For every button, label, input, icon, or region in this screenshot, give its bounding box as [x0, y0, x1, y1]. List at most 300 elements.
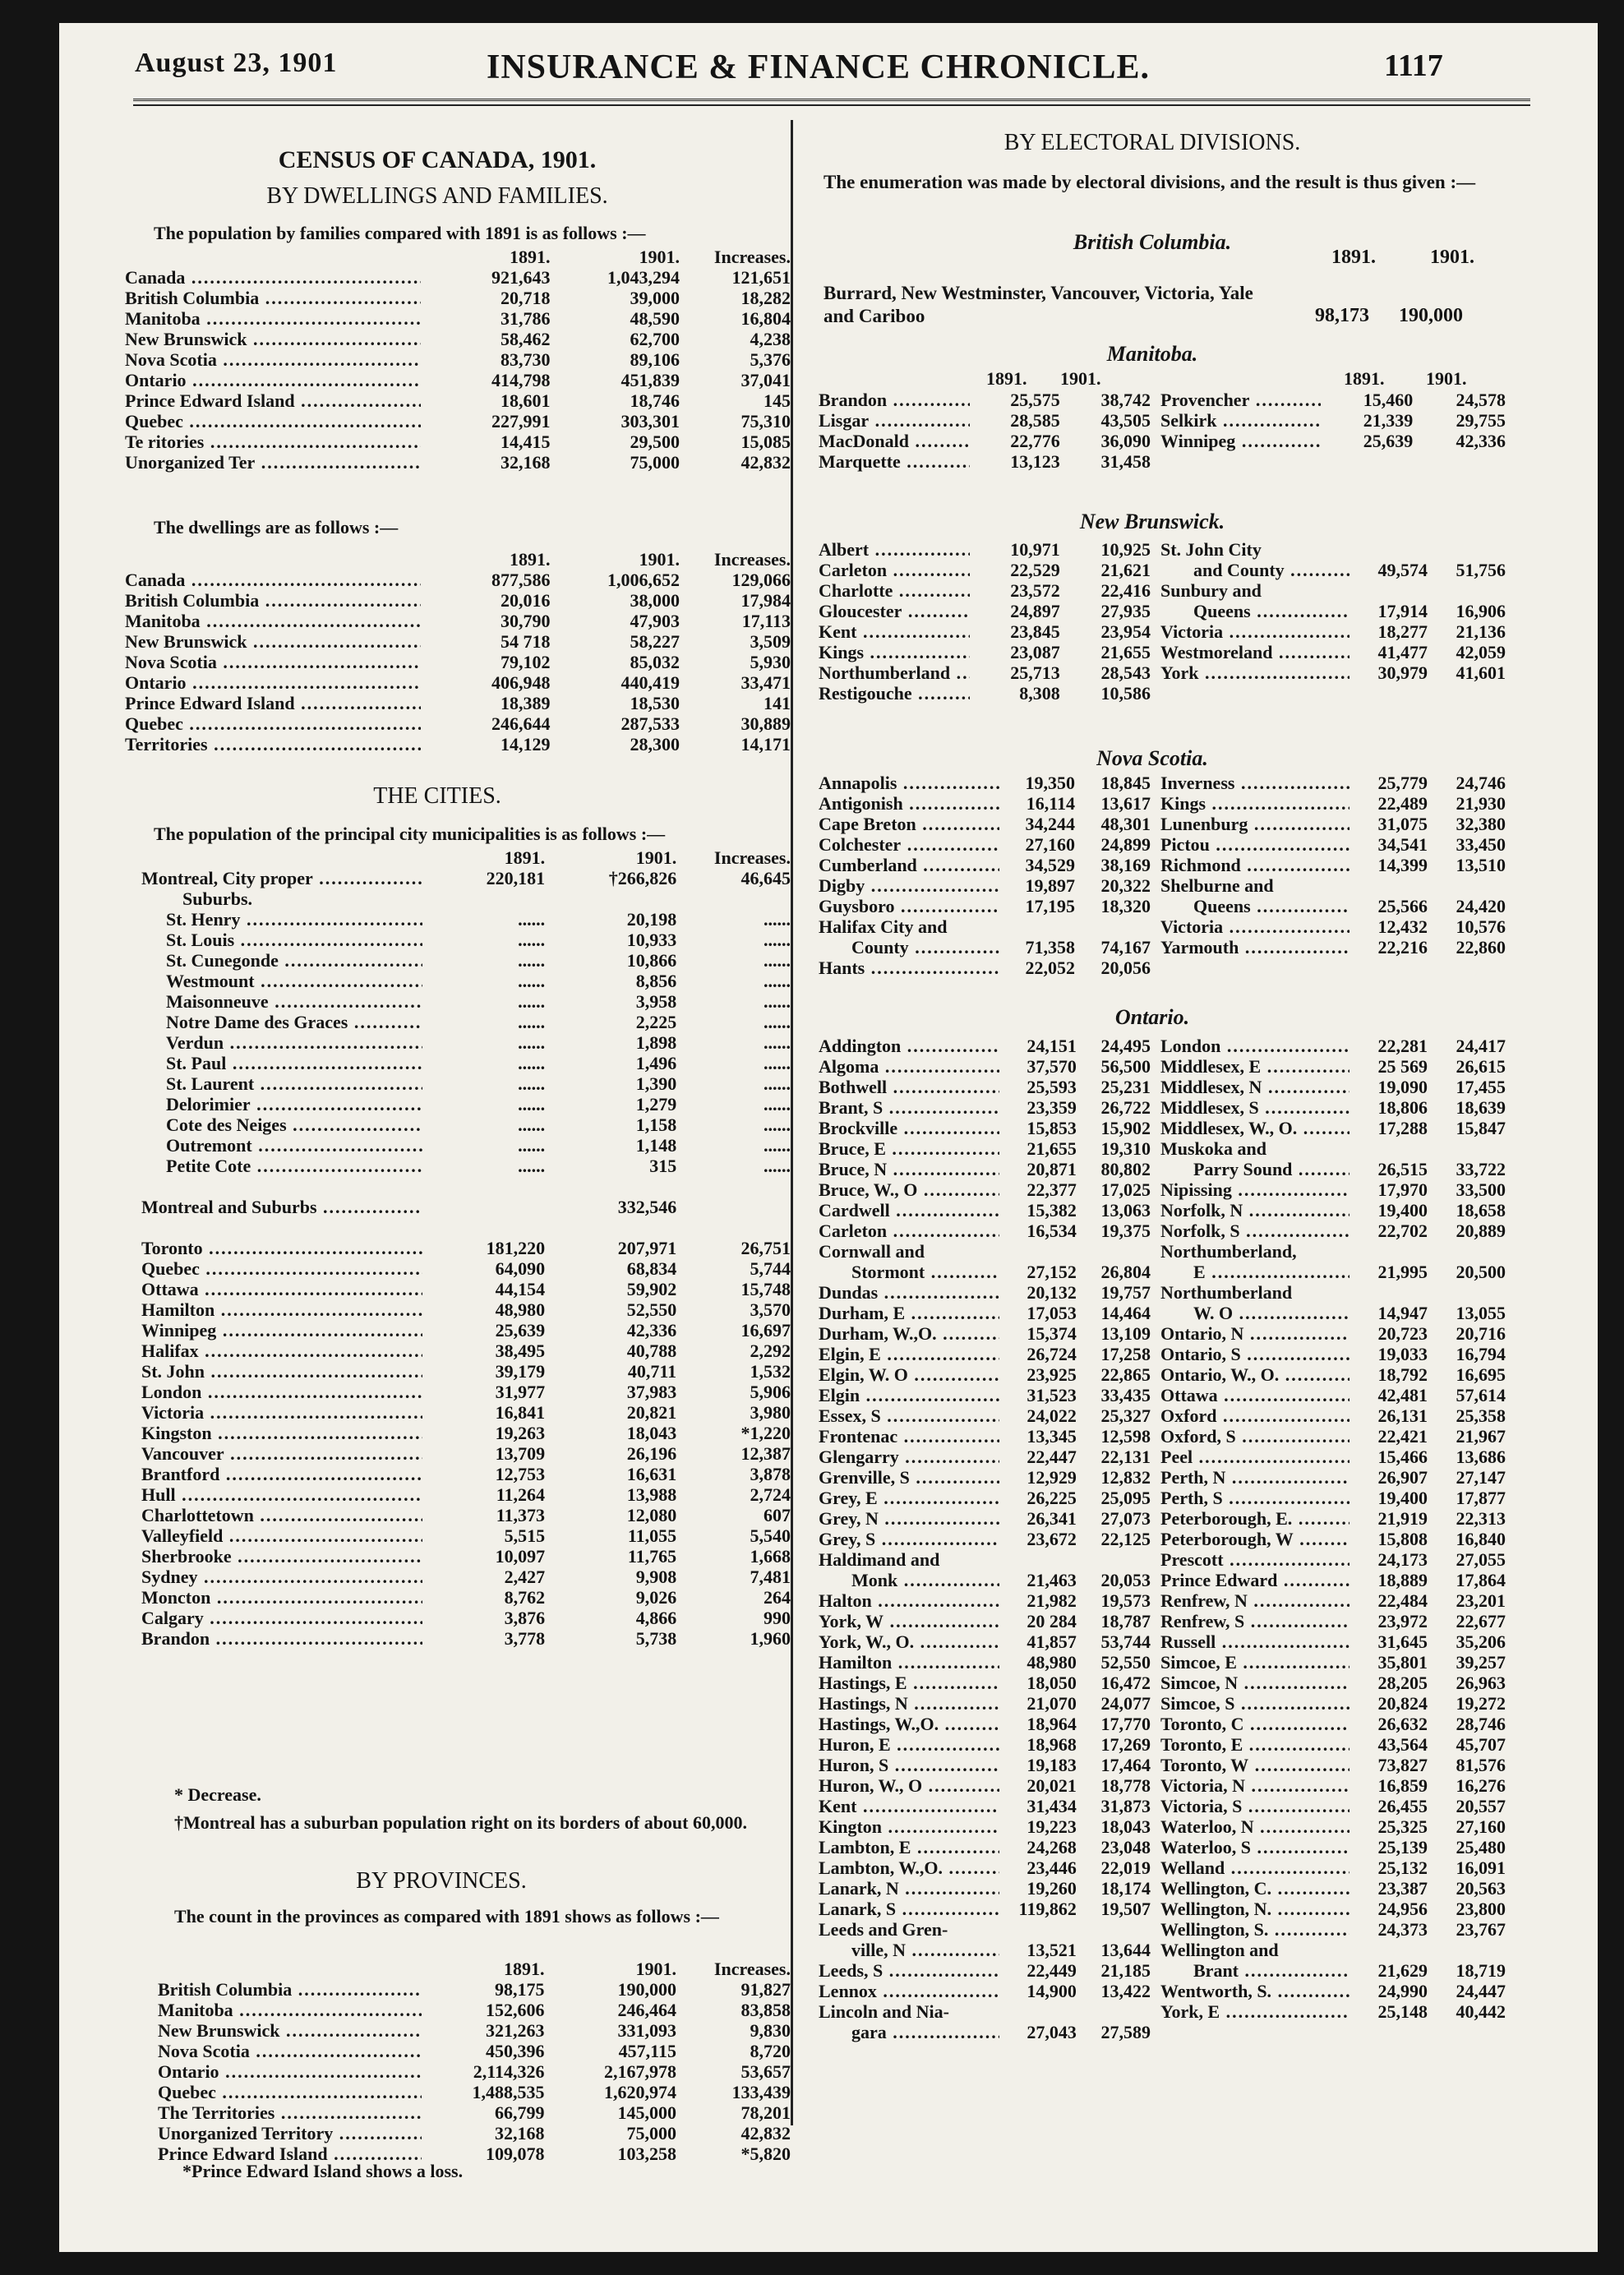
- table-row: [1160, 1447, 1506, 1467]
- row-value: 15,847: [1456, 1118, 1506, 1138]
- table-row: [819, 1652, 1151, 1673]
- row-value: 18,043: [1100, 1816, 1151, 1837]
- row-value: 10,586: [1100, 683, 1151, 704]
- header-rule: [133, 99, 1530, 106]
- row-label: Northumberland: [1160, 1282, 1293, 1303]
- row-label: Westmoreland .....: [1160, 642, 1349, 662]
- row-value: 27,160: [1456, 1816, 1506, 1837]
- row-value: [1075, 916, 1151, 937]
- row-value: ......: [518, 909, 546, 930]
- column-header: 1891.: [504, 1959, 545, 1979]
- row-value: 39,000: [630, 288, 680, 308]
- row-value: 103,258: [617, 2143, 676, 2164]
- row-value: 8,762: [504, 1587, 546, 1608]
- row-value: 34,529: [1025, 855, 1075, 875]
- table-row: [141, 1505, 791, 1525]
- row-value: 26,907: [1377, 1467, 1428, 1488]
- table-row: [819, 2022, 1151, 2042]
- row-value: 1,279: [635, 1094, 677, 1114]
- row-value: 12,387: [740, 1443, 791, 1464]
- table-row: [819, 642, 1151, 662]
- row-value: 26,963: [1456, 1673, 1506, 1693]
- row-label: Dundas .....: [819, 1282, 999, 1303]
- table-row: [819, 1118, 1151, 1138]
- table-row: [819, 1611, 1151, 1631]
- row-value: 38,495: [495, 1341, 546, 1361]
- table-row: [1160, 1611, 1506, 1631]
- row-value: 8,308: [1019, 683, 1060, 704]
- row-value: 20,718: [501, 288, 551, 308]
- row-label: Elgin, W. O .....: [819, 1364, 999, 1385]
- row-value: 17,970: [1377, 1179, 1428, 1200]
- table-row: [1160, 773, 1506, 793]
- row-value: 41,601: [1456, 662, 1506, 683]
- row-value: 3,570: [750, 1299, 791, 1320]
- table-row: [819, 773, 1151, 793]
- row-value: 26,455: [1377, 1796, 1428, 1816]
- row-value: 37,570: [1027, 1056, 1077, 1077]
- row-value: 877,586: [491, 570, 551, 590]
- row-value: 20,889: [1456, 1221, 1506, 1241]
- row-value: 17,258: [1100, 1344, 1151, 1364]
- row-value: 22,865: [1100, 1364, 1151, 1385]
- row-label: Brantford .....: [141, 1464, 422, 1484]
- row-value: 246,644: [491, 713, 551, 734]
- row-value: 53,657: [740, 2061, 791, 2082]
- row-value: ......: [764, 1012, 791, 1032]
- table-row: [819, 1241, 1151, 1262]
- table-row: [141, 1423, 791, 1443]
- row-value: 264: [764, 1587, 791, 1608]
- table-row: [819, 814, 1151, 834]
- row-value: 2,724: [750, 1484, 791, 1505]
- column-header: 1901.: [639, 247, 680, 267]
- row-value: 13,055: [1456, 1303, 1506, 1323]
- row-value: 22,702: [1377, 1221, 1428, 1241]
- table-row: [141, 1361, 791, 1382]
- row-label: Provencher .....: [1160, 390, 1321, 410]
- row-value: 12,080: [626, 1505, 677, 1525]
- row-value: 17,113: [741, 611, 791, 631]
- row-label: Hastings, N .....: [819, 1693, 999, 1714]
- row-label: Leeds and Gren-: [819, 1919, 948, 1940]
- row-label: Essex, S .....: [819, 1405, 999, 1426]
- row-value: 58,462: [501, 329, 551, 349]
- row-value: 27,589: [1100, 2022, 1151, 2042]
- table-row: [141, 1156, 791, 1176]
- column-divider: [791, 120, 793, 2125]
- table-row: [125, 734, 791, 754]
- row-value: 15,748: [740, 1279, 791, 1299]
- row-value: [1349, 1940, 1428, 1960]
- row-value: [1077, 1919, 1151, 1940]
- row-value: 30,889: [740, 713, 791, 734]
- row-value: 23,954: [1100, 621, 1151, 642]
- row-value: 27,147: [1456, 1467, 1506, 1488]
- row-label: St. Henry .....: [141, 909, 422, 930]
- row-value: 18,601: [501, 390, 551, 411]
- suburbs-label-row: [141, 888, 791, 909]
- table-row: [141, 1012, 791, 1032]
- row-label: Nova Scotia .....: [158, 2041, 422, 2061]
- row-value: 332,546: [617, 1197, 677, 1217]
- table-row: [1160, 1241, 1506, 1262]
- row-value: 14,415: [501, 431, 551, 452]
- table-row: [819, 1734, 1151, 1755]
- table-row: [141, 1546, 791, 1567]
- table-row: [1160, 1631, 1506, 1652]
- row-label: Quebec .....: [125, 411, 421, 431]
- row-value: 24,578: [1456, 390, 1506, 410]
- row-label: Selkirk .....: [1160, 410, 1321, 431]
- table-row: [819, 1837, 1151, 1857]
- row-label: New Brunswick .....: [125, 329, 421, 349]
- row-value: 22,529: [1010, 560, 1060, 580]
- row-value: 12,432: [1377, 916, 1428, 937]
- row-value: 14,171: [740, 734, 791, 754]
- row-value: ......: [764, 1032, 791, 1053]
- row-label: Sunbury and: [1160, 580, 1262, 601]
- table-row: [819, 1549, 1151, 1570]
- row-value: 8,720: [750, 2041, 791, 2061]
- row-label: Brant .....: [1160, 1960, 1349, 1981]
- row-label: Ontario, N .....: [1160, 1323, 1349, 1344]
- row-value: 18,778: [1100, 1775, 1151, 1796]
- row-value: 25,566: [1377, 896, 1428, 916]
- row-label: St. John City: [1160, 539, 1262, 560]
- row-value: 24,495: [1100, 1036, 1151, 1056]
- table-row: [1160, 793, 1506, 814]
- row-value: 22,131: [1100, 1447, 1151, 1467]
- table-row: [141, 1628, 791, 1649]
- row-label: Inverness .....: [1160, 773, 1349, 793]
- table-row: [125, 390, 791, 411]
- row-value: [1428, 1940, 1506, 1960]
- row-label: Norfolk, S .....: [1160, 1221, 1349, 1241]
- row-value: 451,839: [621, 370, 680, 390]
- montreal-note: †Montreal has a suburban population right on its borders of about 60,000.: [174, 1812, 747, 1833]
- table-row: [125, 431, 791, 452]
- table-row: [1160, 1097, 1506, 1118]
- row-value: 75,310: [740, 411, 791, 431]
- row-value: 35,801: [1377, 1652, 1428, 1673]
- ontario-heading: Ontario.: [1114, 1005, 1190, 1029]
- table-row: [125, 652, 791, 672]
- row-value: 23,359: [1027, 1097, 1077, 1118]
- table-row: [141, 991, 791, 1012]
- row-value: 16,534: [1027, 1221, 1077, 1241]
- row-label: Valleyfield .....: [141, 1525, 422, 1546]
- row-label: Renfrew, S .....: [1160, 1611, 1349, 1631]
- row-value: ......: [518, 1094, 546, 1114]
- mb-h1: 1891.: [986, 368, 1027, 389]
- spacer: [141, 1176, 422, 1197]
- table-row: [125, 329, 791, 349]
- table-row: [1160, 1919, 1506, 1940]
- row-value: 24,173: [1377, 1549, 1428, 1570]
- row-value: [422, 1197, 545, 1217]
- row-label: Halifax .....: [141, 1341, 422, 1361]
- table-row: [819, 683, 1151, 704]
- row-value: 22,019: [1100, 1857, 1151, 1878]
- row-label: Guysboro .....: [819, 896, 999, 916]
- row-value: 23,087: [1010, 642, 1060, 662]
- row-value: 25,231: [1100, 1077, 1151, 1097]
- row-label: Brant, S .....: [819, 1097, 999, 1118]
- row-value: 19,757: [1100, 1282, 1151, 1303]
- bc-header-1901: 1901.: [1430, 247, 1474, 268]
- row-value: 921,643: [491, 267, 551, 288]
- table-row: [819, 390, 1151, 410]
- row-label: Lambton, E .....: [819, 1837, 999, 1857]
- row-value: 10,971: [1010, 539, 1060, 560]
- row-value: 141: [764, 693, 791, 713]
- row-label: Carleton .....: [819, 560, 970, 580]
- table-row: [819, 1467, 1151, 1488]
- row-value: 1,488,535: [472, 2082, 545, 2102]
- row-value: 23,048: [1100, 1837, 1151, 1857]
- table-row: [819, 916, 1151, 937]
- provinces-title: BY PROVINCES.: [356, 1868, 527, 1894]
- row-label: Huron, E .....: [819, 1734, 999, 1755]
- row-label: Toronto, C .....: [1160, 1714, 1349, 1734]
- row-value: 1,043,294: [607, 267, 680, 288]
- bc-value-1891: 98,173: [1315, 305, 1369, 326]
- row-value: 109,078: [486, 2143, 545, 2164]
- row-value: 23,800: [1456, 1899, 1506, 1919]
- row-value: 25,480: [1456, 1837, 1506, 1857]
- row-label: Prince Edward Island .....: [125, 693, 421, 713]
- row-label: Prescott .....: [1160, 1549, 1349, 1570]
- table-row: [819, 1303, 1151, 1323]
- row-value: 25,713: [1010, 662, 1060, 683]
- row-value: 23,672: [1027, 1529, 1077, 1549]
- row-value: 9,830: [750, 2020, 791, 2041]
- row-value: 22,677: [1456, 1611, 1506, 1631]
- row-label: Cardwell .....: [819, 1200, 999, 1221]
- table-row: [819, 834, 1151, 855]
- row-label: Victoria .....: [1160, 916, 1349, 937]
- row-value: 9,908: [635, 1567, 677, 1587]
- row-value: 54 718: [501, 631, 551, 652]
- row-value: 18,889: [1377, 1570, 1428, 1590]
- row-label: The Territories .....: [158, 2102, 422, 2123]
- row-value: 17,195: [1025, 896, 1075, 916]
- provinces-intro: The count in the provinces as compared with 1891 shows as follows :—: [174, 1906, 719, 1927]
- row-value: ......: [518, 1073, 546, 1094]
- row-label: Notre Dame des Graces .....: [141, 1012, 422, 1032]
- table-row: [141, 1279, 791, 1299]
- row-value: 13,510: [1456, 855, 1506, 875]
- row-value: [999, 1241, 1077, 1262]
- row-value: 29,755: [1456, 410, 1506, 431]
- row-value: 18,845: [1100, 773, 1151, 793]
- row-value: 2,225: [635, 1012, 677, 1032]
- page-number: 1117: [1384, 48, 1443, 83]
- row-label: Wellington, C. .....: [1160, 1878, 1349, 1899]
- row-value: 16,472: [1100, 1673, 1151, 1693]
- electoral-intro: The enumeration was made by electoral divisions, and the result is thus given :—: [824, 172, 1476, 192]
- row-value: 80,802: [1100, 1159, 1151, 1179]
- suburbs-label: Suburbs.: [182, 888, 253, 909]
- table-row: [819, 621, 1151, 642]
- table-row: [819, 1590, 1151, 1611]
- row-label: St. Paul .....: [141, 1053, 422, 1073]
- table-row: [141, 1258, 791, 1279]
- bc-heading: British Columbia.: [1073, 230, 1232, 254]
- row-label: Ontario .....: [158, 2061, 422, 2082]
- table-row: [1160, 1549, 1506, 1570]
- row-value: 1,620,974: [603, 2082, 676, 2102]
- table-row: [158, 2020, 791, 2041]
- row-label: Quebec .....: [141, 1258, 422, 1279]
- row-value: 406,948: [491, 672, 551, 693]
- table-row: [819, 1981, 1151, 2001]
- table-row: [819, 855, 1151, 875]
- column-header: 1901.: [639, 549, 680, 570]
- table-row: [819, 1631, 1151, 1652]
- header-title: INSURANCE & FINANCE CHRONICLE.: [487, 48, 1151, 86]
- row-label: Monk .....: [819, 1570, 999, 1590]
- row-label: Sydney .....: [141, 1567, 422, 1587]
- row-value: [1428, 1241, 1506, 1262]
- row-label: Simcoe, E .....: [1160, 1652, 1349, 1673]
- row-value: [676, 1197, 791, 1217]
- row-value: 16,697: [740, 1320, 791, 1341]
- decrease-note: * Decrease.: [174, 1784, 261, 1805]
- row-value: 31,873: [1100, 1796, 1151, 1816]
- row-value: [1077, 1241, 1151, 1262]
- row-label: Wellington, N. .....: [1160, 1899, 1349, 1919]
- row-label: Ottawa .....: [1160, 1385, 1349, 1405]
- row-value: 227,991: [491, 411, 551, 431]
- table-row: [1160, 1837, 1506, 1857]
- column-header: 1891.: [510, 549, 551, 570]
- row-label: Bothwell .....: [819, 1077, 999, 1097]
- row-value: 25,095: [1100, 1488, 1151, 1508]
- row-value: 37,041: [740, 370, 791, 390]
- row-value: [1428, 580, 1506, 601]
- row-value: 1,898: [635, 1032, 677, 1053]
- table-row: [819, 1138, 1151, 1159]
- table-row: [141, 1525, 791, 1546]
- row-label: Shelburne and: [1160, 875, 1274, 896]
- row-value: 3,980: [750, 1402, 791, 1423]
- row-value: 16,859: [1377, 1775, 1428, 1796]
- row-label: Restigouche .....: [819, 683, 970, 704]
- row-value: 321,263: [486, 2020, 545, 2041]
- row-value: 21,995: [1377, 1262, 1428, 1282]
- header-date: August 23, 1901: [135, 48, 338, 78]
- row-value: ......: [764, 909, 791, 930]
- table-header-row: [125, 549, 791, 570]
- row-value: 25,593: [1027, 1077, 1077, 1097]
- row-label: Ontario, W., O. .....: [1160, 1364, 1349, 1385]
- table-row: [125, 370, 791, 390]
- row-label: Prince Edward Island .....: [158, 2143, 422, 2164]
- row-value: 18,658: [1456, 1200, 1506, 1221]
- row-label: ville, N .....: [819, 1940, 999, 1960]
- row-value: ......: [518, 930, 546, 950]
- row-value: 89,106: [630, 349, 680, 370]
- row-label: Halton .....: [819, 1590, 999, 1611]
- row-value: 13,617: [1100, 793, 1151, 814]
- row-value: 25,139: [1377, 1837, 1428, 1857]
- column-header: 1891.: [504, 847, 546, 868]
- row-value: 22,449: [1027, 1960, 1077, 1981]
- row-value: 28,585: [1010, 410, 1060, 431]
- row-value: 33,435: [1100, 1385, 1151, 1405]
- provinces-table: [158, 1959, 791, 2164]
- table-row: [819, 1816, 1151, 1837]
- row-value: 26,632: [1377, 1714, 1428, 1734]
- row-value: 18,277: [1377, 621, 1428, 642]
- table-row: [819, 1179, 1151, 1200]
- row-label: Lanark, N .....: [819, 1878, 999, 1899]
- ontario-table-right: [1160, 1036, 1506, 2022]
- row-label: Montreal and Suburbs .....: [141, 1197, 422, 1217]
- row-value: 19,400: [1377, 1488, 1428, 1508]
- row-value: 31,645: [1377, 1631, 1428, 1652]
- table-row: [1160, 1673, 1506, 1693]
- table-row: [1160, 1323, 1506, 1344]
- row-label: Charlotte .....: [819, 580, 970, 601]
- row-value: 20,557: [1456, 1796, 1506, 1816]
- row-label: Verdun .....: [141, 1032, 422, 1053]
- row-value: 19,223: [1027, 1816, 1077, 1837]
- row-label: Toronto, E .....: [1160, 1734, 1349, 1755]
- row-value: 23,767: [1456, 1919, 1506, 1940]
- table-row: [141, 1320, 791, 1341]
- row-label: Waterloo, N .....: [1160, 1816, 1349, 1837]
- table-row: [1160, 834, 1506, 855]
- row-value: 9,026: [635, 1587, 677, 1608]
- spacer: [141, 1217, 422, 1238]
- table-row: [1160, 1303, 1506, 1323]
- census-title: CENSUS OF CANADA, 1901.: [278, 146, 597, 173]
- row-value: 20,723: [1377, 1323, 1428, 1344]
- row-label: Winnipeg .....: [1160, 431, 1321, 451]
- row-value: ......: [518, 950, 546, 971]
- header-spacer: [141, 847, 422, 868]
- row-value: 1,960: [750, 1628, 791, 1649]
- row-label: St. John .....: [141, 1361, 422, 1382]
- mb-h4: 1901.: [1426, 368, 1467, 389]
- table-row: [125, 611, 791, 631]
- row-label: Middlesex, N .....: [1160, 1077, 1349, 1097]
- row-label: Hastings, W.,O. .....: [819, 1714, 999, 1734]
- column-header: 1891.: [510, 247, 551, 267]
- row-value: 43,564: [1377, 1734, 1428, 1755]
- table-row: [819, 1097, 1151, 1118]
- row-value: 21,185: [1100, 1960, 1151, 1981]
- table-row: [158, 2082, 791, 2102]
- table-row: [1160, 1467, 1506, 1488]
- row-label: York, E .....: [1160, 2001, 1349, 2022]
- row-label: Charlottetown .....: [141, 1505, 422, 1525]
- row-label: Unorganized Ter .....: [125, 452, 421, 473]
- row-label: Richmond .....: [1160, 855, 1349, 875]
- column-header: Increases.: [713, 847, 791, 868]
- table-row: [141, 1567, 791, 1587]
- row-label: Gloucester .....: [819, 601, 970, 621]
- row-label: Peterborough, W .....: [1160, 1529, 1349, 1549]
- row-label: St. Laurent .....: [141, 1073, 422, 1094]
- row-value: 79,102: [501, 652, 551, 672]
- row-value: [999, 1919, 1077, 1940]
- row-value: 21,463: [1027, 1570, 1077, 1590]
- row-value: 17,288: [1377, 1118, 1428, 1138]
